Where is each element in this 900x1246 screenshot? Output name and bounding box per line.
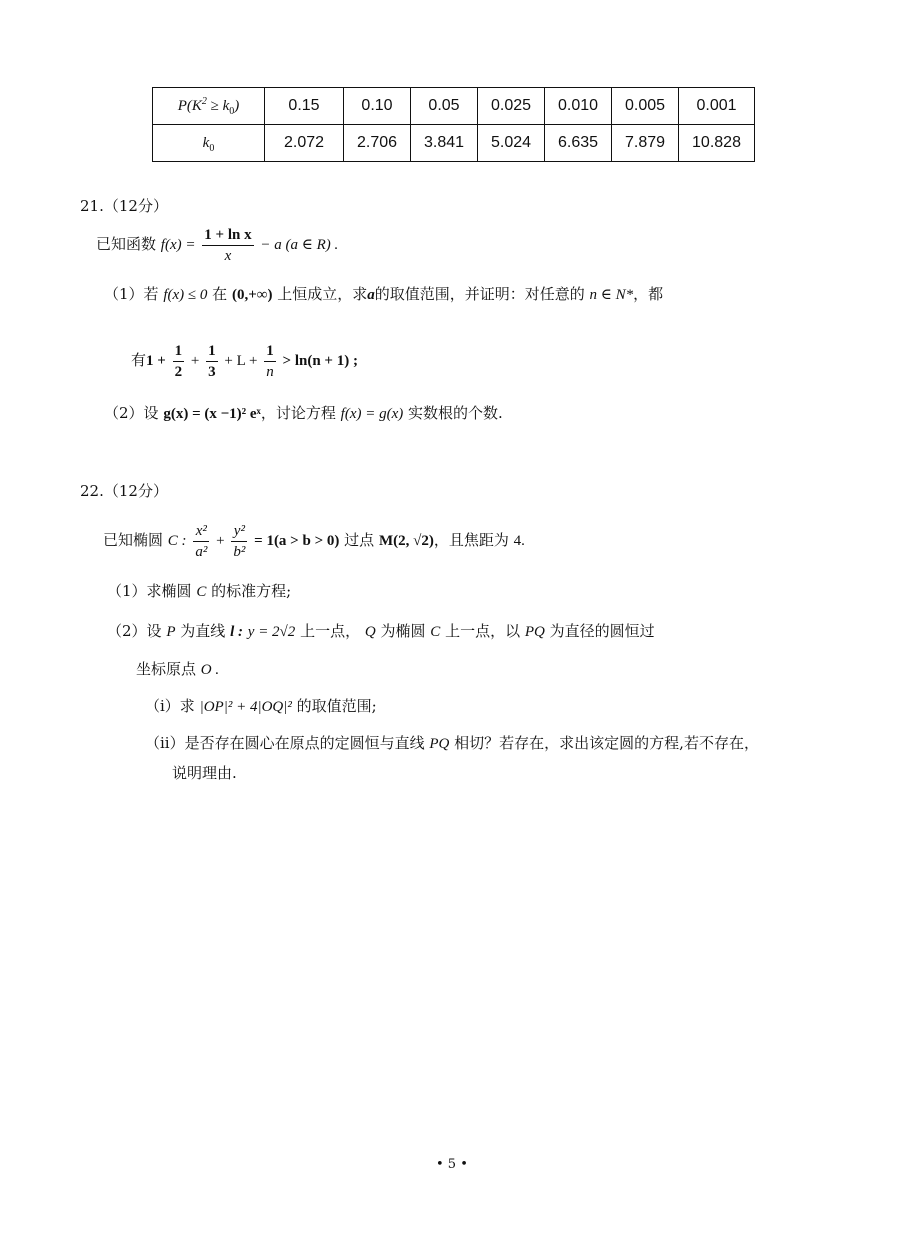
q22-subpart-ii-line2: 说明理由.	[172, 764, 237, 782]
q22-ellipse-definition: 已知椭圆 C : $\frac{\text{x²}}{\text{a²}}$ + $\frac{\text{y²}}{\text{b²}}$ = 1(a > b > 0) 过点 M(2, √2)，且焦距为 4.	[103, 522, 525, 560]
q21-part2: （2）设 g(x) = (x −1)² eˣ，讨论方程 f(x) = g(x) 实数根的个数.	[104, 404, 503, 422]
fraction: $\frac{1}{3}$	[208, 342, 216, 380]
table-cell: 0.15	[265, 88, 344, 125]
fraction: $\frac{\text{y²}}{\text{b²}}$	[233, 522, 246, 560]
table-cell: 5.024	[478, 125, 545, 162]
table-cell: 0.010	[545, 88, 612, 125]
table-cell: 0.005	[612, 88, 679, 125]
q22-part2: （2）设 P 为直线 l : y = 2√2 上一点， Q 为椭圆 C 上一点，以 PQ 为直径的圆恒过	[107, 622, 655, 640]
critical-value-table	[152, 87, 755, 162]
q21-header: 21.（12分）	[80, 197, 168, 215]
fraction: $\frac{\text{x²}}{\text{a²}}$	[195, 522, 208, 560]
q22-header: 22.（12分）	[80, 482, 168, 500]
table-cell: 0.05	[411, 88, 478, 125]
q22-part2-line2: 坐标原点 O .	[136, 660, 220, 678]
table-row	[153, 88, 755, 125]
table-cell: 0.10	[344, 88, 411, 125]
table-cell: 2.072	[265, 125, 344, 162]
page-number: • 5 •	[436, 1157, 468, 1172]
q22-part1: （1）求椭圆 C 的标准方程;	[107, 582, 292, 600]
q21-function-definition: 已知函数 f(x) = $\frac{\text{1 + ln x}}{x}$ − a (a ∈ R) .	[96, 226, 339, 264]
table-cell: 6.635	[545, 125, 612, 162]
q22-subpart-i: （i）求 |OP|² + 4|OQ|² 的取值范围;	[145, 697, 377, 715]
fraction: $\frac{1}{2}$	[174, 342, 183, 380]
table-row-label: $P(K^2 \ge k_0)$	[153, 88, 265, 125]
fraction: $\frac{1}{n}$	[266, 342, 274, 380]
table-cell: 3.841	[411, 125, 478, 162]
table-cell: 0.001	[679, 88, 755, 125]
q21-inequality: 有1 + $\frac{1}{2}$ + $\frac{1}{3}$ + L + $\frac{1}{n}$ > ln(n + 1) ;	[131, 342, 358, 380]
table-row	[153, 125, 755, 162]
table-cell: 0.025	[478, 88, 545, 125]
q22-subpart-ii: （ii）是否存在圆心在原点的定圆恒与直线 PQ 相切？若存在，求出该定圆的方程,若不存在，	[145, 734, 759, 752]
q21-part1: （1）若 f(x) ≤ 0 在 (0,+∞) 上恒成立，求a的取值范围，并证明：对任意的 n ∈ N*，都	[104, 285, 664, 303]
table-cell: 10.828	[679, 125, 755, 162]
table-row-label: $k_0$	[153, 125, 265, 162]
table-cell: 7.879	[612, 125, 679, 162]
table-cell: 2.706	[344, 125, 411, 162]
fraction: $\frac{\text{1 + ln x}}{x}$	[204, 226, 252, 264]
